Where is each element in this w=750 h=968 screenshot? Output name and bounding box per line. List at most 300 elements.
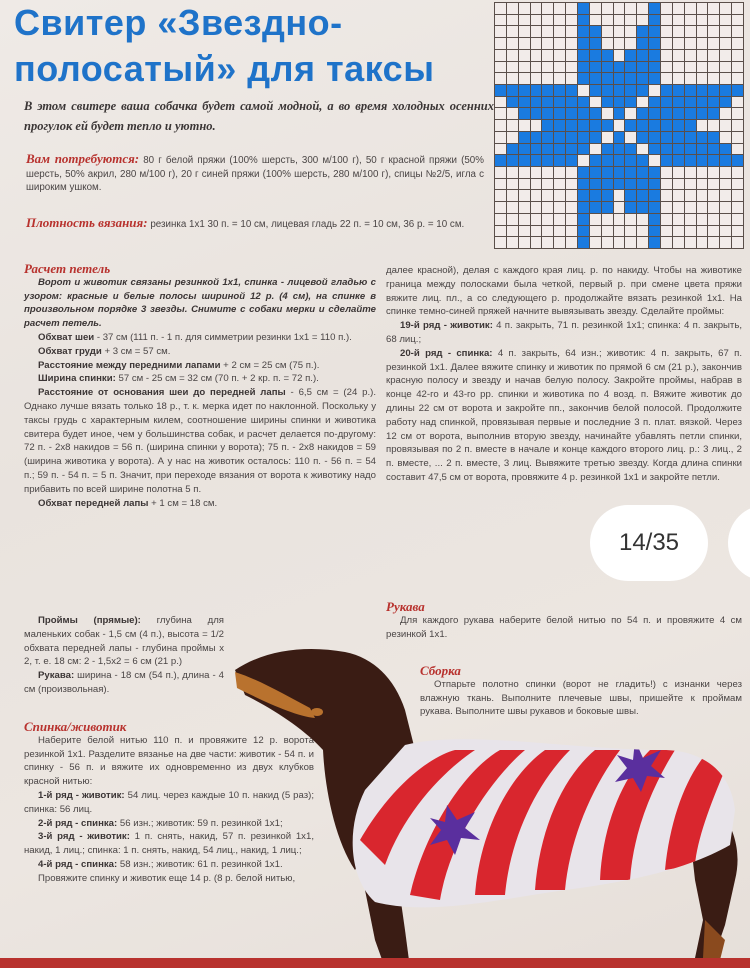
chart-cell [720,120,731,131]
chart-cell [519,202,530,213]
chart-cell [602,190,613,201]
chart-cell [566,38,577,49]
chart-cell [507,97,518,108]
chart-cell [542,73,553,84]
chart-cell [614,50,625,61]
chart-cell [578,144,589,155]
chart-cell [614,108,625,119]
calculation-heading: Расчет петель [24,261,111,276]
chart-cell [685,237,696,248]
chart-cell [578,15,589,26]
chart-cell [614,155,625,166]
chart-cell [661,120,672,131]
chart-cell [637,15,648,26]
chart-cell [697,62,708,73]
next-page-button[interactable] [728,505,750,581]
chart-cell [614,237,625,248]
chart-cell [614,26,625,37]
chart-cell [720,132,731,143]
chart-cell [708,26,719,37]
subtitle: В этом свитере ваша собачка будет самой модной, а во время холодных осенних прогулок ей будет тепло и уютно. [24,99,494,133]
chart-cell [531,202,542,213]
chart-cell [507,38,518,49]
chart-cell [720,62,731,73]
chart-cell [637,132,648,143]
chart-cell [637,62,648,73]
chart-cell [602,202,613,213]
chart-cell [542,167,553,178]
chart-cell [578,26,589,37]
chart-cell [578,3,589,14]
chart-cell [566,214,577,225]
chart-cell [649,237,660,248]
chart-cell [566,179,577,190]
chart-cell [566,50,577,61]
chart-cell [602,226,613,237]
chart-cell [697,214,708,225]
chart-cell [554,108,565,119]
chart-cell [661,3,672,14]
chart-cell [720,3,731,14]
chart-cell [507,155,518,166]
chart-cell [732,97,743,108]
dachshund-in-sweater-photo [225,640,750,968]
chart-cell [519,237,530,248]
chart-cell [649,3,660,14]
chart-cell [602,120,613,131]
chart-cell [673,73,684,84]
chart-cell [625,190,636,201]
calc-item: Обхват шеи - 37 см (111 п. - 1 п. для симметрии резинки 1х1 = 110 п.). [38,331,352,343]
chart-cell [507,132,518,143]
materials-section [26,152,484,195]
calculation-intro: Ворот и животик связаны резинкой 1х1, спинка - лицевой гладью с узором: красные и белые полосы шириной 12 р. (4 см), на спинке в произвольном порядке 3 звезды. Снимите с собаки мерки и сделайте расчет петель. [24,276,376,330]
chart-cell [519,179,530,190]
chart-cell [685,62,696,73]
chart-cell [625,202,636,213]
chart-cell [531,73,542,84]
chart-cell [495,38,506,49]
title-line-2: полосатый» для таксы [14,48,435,89]
chart-cell [661,50,672,61]
chart-cell [495,85,506,96]
chart-cell [625,50,636,61]
chart-cell [495,50,506,61]
chart-cell [519,3,530,14]
chart-cell [578,202,589,213]
chart-cell [673,108,684,119]
chart-cell [708,50,719,61]
chart-cell [685,50,696,61]
chart-cell [673,155,684,166]
chart-cell [531,97,542,108]
chart-cell [732,132,743,143]
chart-cell [649,202,660,213]
chart-cell [625,237,636,248]
chart-cell [732,167,743,178]
chart-cell [685,97,696,108]
chart-cell [507,237,518,248]
chart-cell [614,62,625,73]
chart-cell [531,237,542,248]
chart-cell [519,120,530,131]
chart-cell [661,15,672,26]
chart-cell [720,26,731,37]
chart-cell [673,144,684,155]
chart-cell [708,15,719,26]
row-instruction: 1-й ряд - животик: 54 лиц. через каждые 10 п. накид (5 раз); спинка: 56 лиц. [24,789,314,815]
chart-cell [661,214,672,225]
chart-cell [566,62,577,73]
chart-cell [507,15,518,26]
back-belly-outro: Провяжите спинку и животик еще 14 р. (8 р. белой нитью, [38,872,296,884]
calc-item: Обхват груди + 3 см = 57 см. [38,345,171,357]
chart-cell [531,62,542,73]
chart-cell [578,132,589,143]
chart-cell [495,97,506,108]
row-instruction: 4-й ряд - спинка: 58 изн.; животик: 61 п. резинкой 1х1. [38,858,283,870]
chart-cell [554,3,565,14]
chart-cell [519,38,530,49]
chart-cell [495,73,506,84]
chart-cell [649,108,660,119]
chart-cell [697,15,708,26]
chart-cell [708,73,719,84]
chart-cell [732,3,743,14]
chart-cell [732,237,743,248]
chart-cell [519,85,530,96]
chart-cell [542,132,553,143]
chart-cell [602,50,613,61]
chart-cell [720,85,731,96]
chart-cell [732,50,743,61]
chart-cell [614,190,625,201]
chart-cell [531,144,542,155]
chart-cell [685,179,696,190]
chart-cell [602,155,613,166]
chart-cell [614,167,625,178]
back-belly-intro: Наберите белой нитью 110 п. и провяжите 12 р. ворота резинкой 1х1. Разделите вязанье на две части: животик - 54 п. и спинку - 56 п. и вяжите их одновременно из двух клубков красной нитью: [24,734,314,788]
chart-cell [720,155,731,166]
gauge-label: Плотность вязания: [26,215,148,230]
chart-cell [673,50,684,61]
chart-cell [637,167,648,178]
chart-cell [637,85,648,96]
chart-cell [519,50,530,61]
chart-cell [542,202,553,213]
chart-cell [590,73,601,84]
chart-cell [625,73,636,84]
chart-cell [542,179,553,190]
chart-cell [554,167,565,178]
chart-cell [590,26,601,37]
chart-cell [519,15,530,26]
chart-cell [708,62,719,73]
chart-cell [649,97,660,108]
chart-cell [697,226,708,237]
chart-cell [590,155,601,166]
chart-cell [732,73,743,84]
chart-cell [507,26,518,37]
chart-cell [495,190,506,201]
chart-cell [519,108,530,119]
chart-cell [554,155,565,166]
chart-cell [566,97,577,108]
chart-cell [649,226,660,237]
chart-cell [637,3,648,14]
chart-cell [732,15,743,26]
chart-cell [649,85,660,96]
chart-cell [578,50,589,61]
chart-cell [554,26,565,37]
chart-cell [542,120,553,131]
chart-cell [554,237,565,248]
chart-cell [685,15,696,26]
chart-cell [697,120,708,131]
chart-cell [495,179,506,190]
chart-cell [495,155,506,166]
chart-cell [649,120,660,131]
chart-cell [507,190,518,201]
chart-cell [673,15,684,26]
chart-cell [554,85,565,96]
chart-cell [732,144,743,155]
chart-cell [614,15,625,26]
chart-cell [578,120,589,131]
chart-cell [554,97,565,108]
chart-cell [507,3,518,14]
chart-cell [649,26,660,37]
chart-cell [531,108,542,119]
chart-cell [566,120,577,131]
chart-cell [602,62,613,73]
chart-cell [507,62,518,73]
row-instruction: 20-й ряд - спинка: 4 п. закрыть, 64 изн.; животик: 4 п. закрыть, 67 п. резинкой 1х1. Далее вяжите спинку и животик по прямой 6 см (21 р.), закончив красную полосу и звезду и начав белую полосу. Закройте проймы, набрав в конце 42-го и 43-го рр. спинки и животика по 4 возд. п. Вяжите животик до длины 22 см от ворота и закройте пп., закончив белой полосой. Продолжите работу над спинкой, провязывая первые и последние 3 п. плат. вязкой. Через 12 см от ворота, выполнив вторую звезду, начинайте убавлять петли спинки, провязывая по 2 п. вместе в начале и конце каждого второго лиц. р.: 3 лиц., 2 п. вместе, ... 2 п. вместе, 3 лиц. Вывяжите третью звезду. Когда длина спинки составит 47,5 см от ворота, провяжите 4 р. резинкой 1х1 и закройте петли. [386,347,743,483]
chart-cell [602,85,613,96]
chart-cell [708,97,719,108]
chart-cell [507,226,518,237]
chart-cell [661,179,672,190]
chart-cell [554,38,565,49]
chart-cell [625,144,636,155]
chart-cell [578,226,589,237]
chart-cell [732,26,743,37]
chart-cell [637,202,648,213]
chart-cell [673,237,684,248]
chart-cell [673,190,684,201]
chart-cell [732,202,743,213]
chart-cell [649,155,660,166]
chart-cell [542,214,553,225]
star-knitting-chart [494,2,744,249]
chart-cell [554,214,565,225]
chart-cell [720,167,731,178]
chart-cell [495,3,506,14]
chart-cell [625,155,636,166]
chart-cell [649,15,660,26]
chart-cell [625,62,636,73]
chart-cell [685,132,696,143]
chart-cell [661,73,672,84]
sleeves-heading: Рукава [386,599,425,614]
chart-cell [519,73,530,84]
chart-cell [637,108,648,119]
chart-cell [531,15,542,26]
chart-cell [614,214,625,225]
chart-cell [673,226,684,237]
chart-cell [542,3,553,14]
chart-cell [637,73,648,84]
chart-cell [661,97,672,108]
calculation-section [24,262,376,510]
row-instruction: 2-й ряд - спинка: 56 изн.; животик: 59 п. резинкой 1х1; [38,817,283,829]
chart-cell [625,167,636,178]
chart-cell [614,3,625,14]
chart-cell [519,97,530,108]
chart-cell [708,155,719,166]
chart-cell [519,167,530,178]
chart-cell [519,190,530,201]
chart-cell [542,190,553,201]
chart-cell [614,144,625,155]
chart-cell [495,15,506,26]
page-title [14,0,494,92]
calc-item: Проймы (прямые): глубина для маленьких собак - 1,5 см (4 п.), высота = 1/2 обхвата передней лапы - глубина проймы х 2, т. е. 18 см: 2 - 1,5х2 = 6 см (21 р.) [24,615,224,668]
chart-cell [649,167,660,178]
chart-cell [708,144,719,155]
chart-cell [578,62,589,73]
title-line-1: Свитер «Звездно- [14,2,343,43]
chart-cell [578,85,589,96]
chart-cell [732,62,743,73]
chart-cell [708,108,719,119]
chart-cell [661,26,672,37]
calc-item: Расстояние от основания шеи до передней лапы - 6,5 см = (24 р.). Однако лучше вязать только 18 р., т. к. мерка идет по наклонной. Поскольку у таксы грудь с характерным килем, соотношение ширины спинки и животика свитера будет иное, чем у большинства собак, и расчет делается по-другому: 72 п. - 2х8 накидов = 56 п. (ширина спинки у ворота); 75 п. - 2х8 накидов = 59 (ширина животика у ворота). А у нас на животик осталось: 110 п. - 56 п. = 54 п.; 59 п. - 54 п. = 5 п. Значит, при переходе вязания от ворота к животику надо прибавить по всей ширине полотна 5 п. [24,387,376,495]
chart-cell [566,3,577,14]
chart-cell [602,214,613,225]
chart-cell [625,132,636,143]
chart-cell [625,226,636,237]
assembly-text: Отпарьте полотно спинки (ворот не гладить!) с изнанки через влажную ткань. Выполните плечевые швы, пришейте к проймам рукава. Выполните швы рукавов и боковые швы. [420,678,742,718]
chart-cell [661,237,672,248]
chart-cell [625,3,636,14]
chart-cell [602,132,613,143]
chart-cell [732,85,743,96]
chart-cell [554,226,565,237]
chart-cell [578,190,589,201]
chart-cell [542,26,553,37]
chart-cell [685,214,696,225]
chart-cell [554,190,565,201]
chart-cell [673,97,684,108]
chart-cell [685,155,696,166]
chart-cell [602,15,613,26]
materials-label: Вам потребуются: [26,151,140,166]
chart-cell [685,108,696,119]
chart-cell [685,167,696,178]
chart-cell [507,144,518,155]
chart-cell [578,167,589,178]
chart-cell [507,179,518,190]
calc-item: Расстояние между передними лапами + 2 см = 25 см (75 п.). [38,359,320,371]
chart-cell [590,179,601,190]
chart-cell [566,202,577,213]
chart-cell [590,108,601,119]
chart-cell [519,226,530,237]
chart-cell [649,214,660,225]
chart-cell [578,179,589,190]
chart-cell [554,144,565,155]
chart-cell [720,214,731,225]
chart-cell [708,179,719,190]
bottom-decorative-bar [0,958,750,968]
chart-cell [708,132,719,143]
chart-cell [697,237,708,248]
chart-cell [708,214,719,225]
chart-cell [708,237,719,248]
chart-cell [566,132,577,143]
chart-cell [720,38,731,49]
chart-cell [590,214,601,225]
chart-cell [578,38,589,49]
chart-cell [542,144,553,155]
chart-cell [542,155,553,166]
chart-cell [507,73,518,84]
chart-cell [590,202,601,213]
chart-cell [649,73,660,84]
chart-cell [625,97,636,108]
chart-cell [495,120,506,131]
chart-cell [720,15,731,26]
chart-cell [673,202,684,213]
chart-cell [637,226,648,237]
chart-cell [732,179,743,190]
gauge-text: резинка 1х1 30 п. = 10 см, лицевая гладь 22 п. = 10 см, 36 р. = 10 см. [150,219,465,230]
chart-cell [697,144,708,155]
chart-cell [495,26,506,37]
chart-cell [732,120,743,131]
chart-cell [697,97,708,108]
chart-cell [602,179,613,190]
chart-cell [661,62,672,73]
chart-cell [614,97,625,108]
page-counter-badge: 14/35 [590,505,708,581]
chart-cell [590,237,601,248]
chart-cell [542,38,553,49]
chart-cell [519,155,530,166]
chart-cell [531,38,542,49]
chart-cell [673,120,684,131]
chart-cell [554,179,565,190]
chart-cell [673,132,684,143]
chart-cell [625,15,636,26]
chart-cell [590,97,601,108]
chart-cell [720,108,731,119]
chart-cell [554,202,565,213]
chart-cell [720,237,731,248]
chart-cell [531,190,542,201]
chart-cell [697,108,708,119]
chart-cell [637,144,648,155]
chart-cell [637,237,648,248]
chart-cell [697,155,708,166]
chart-cell [495,132,506,143]
chart-cell [602,144,613,155]
chart-cell [531,3,542,14]
chart-cell [578,97,589,108]
chart-cell [625,38,636,49]
chart-cell [649,190,660,201]
